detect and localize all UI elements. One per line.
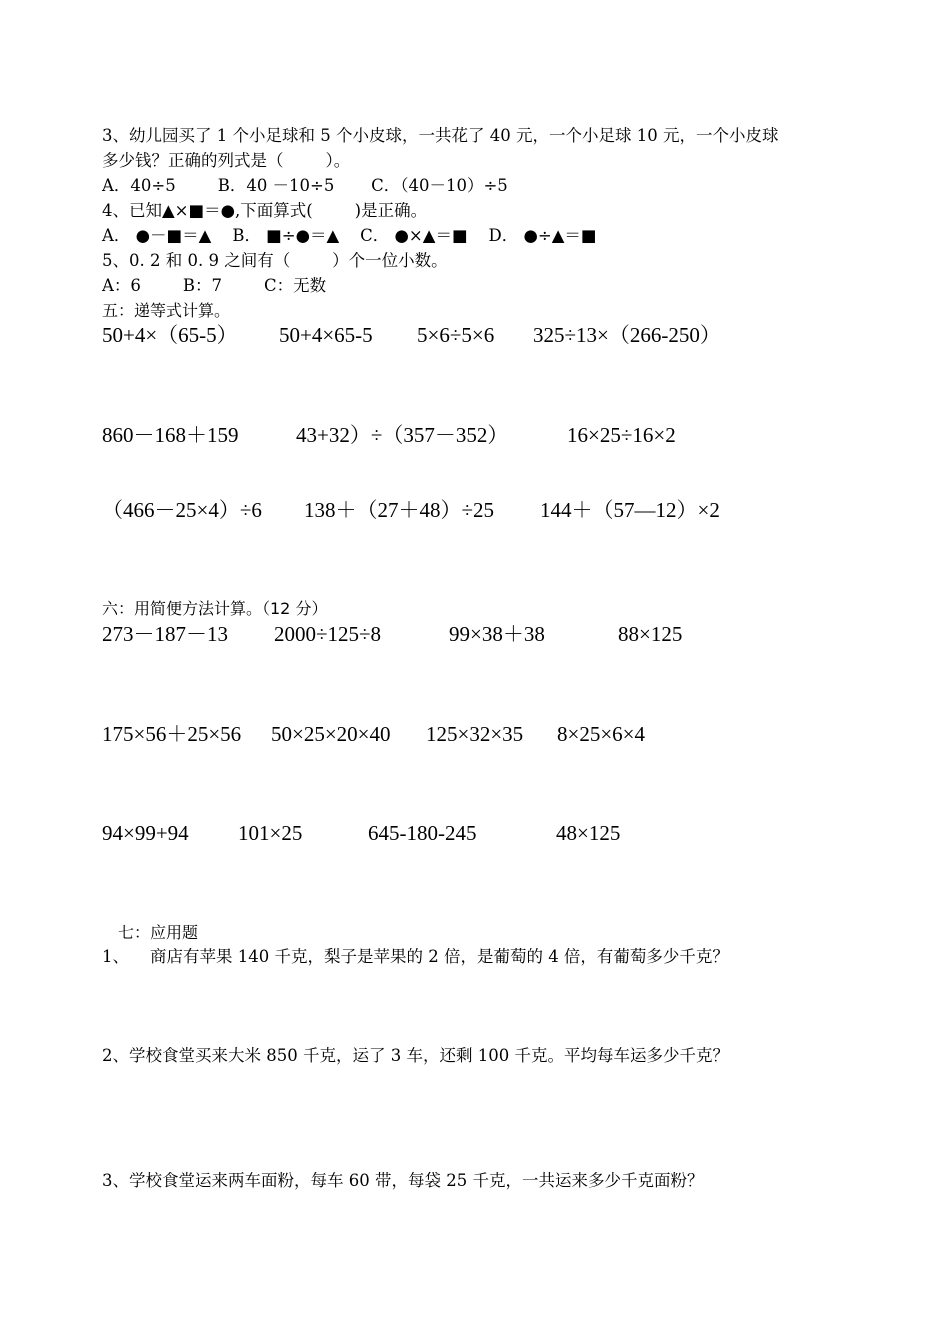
problem-1: 1、 商店有苹果 140 千克，梨子是苹果的 2 倍，是葡萄的 4 倍，有葡萄多少千克？	[102, 947, 729, 966]
section5-title: 五：递等式计算。	[102, 301, 231, 320]
calc-item: 99×38＋38	[449, 622, 545, 646]
calc-item: 645-180-245	[368, 821, 477, 845]
calc-item: 50+4×65-5	[279, 323, 373, 347]
calc-item: 325÷13×（266-250）	[533, 323, 721, 347]
calc-item: 50×25×20×40	[271, 722, 391, 746]
q4-line1: 4、已知▲×■＝●,下面算式( )是正确。	[102, 201, 428, 220]
calc-item: 101×25	[238, 821, 303, 845]
section7-title: 七：应用题	[118, 923, 199, 942]
q5-options: A：6 B：7 C：无数	[102, 276, 327, 295]
calc-item: 860－168＋159	[102, 423, 239, 447]
calc-item: 273－187－13	[102, 622, 228, 646]
section6-title: 六：用简便方法计算。（12 分）	[102, 599, 328, 618]
calc-item: 50+4×（65-5）	[102, 323, 238, 347]
calc-item: 94×99+94	[102, 821, 189, 845]
calc-item: 43+32）÷（357－352）	[296, 423, 509, 447]
q3-line1: 3、幼儿园买了 1 个小足球和 5 个小皮球，一共花了 40 元，一个小足球 10 元，一个小皮球	[102, 126, 779, 145]
calc-item: 16×25÷16×2	[567, 423, 676, 447]
calc-item: （466－25×4）÷6	[102, 498, 262, 522]
calc-item: 88×125	[618, 622, 683, 646]
calc-item: 48×125	[556, 821, 621, 845]
calc-item: 144＋（57—12）×2	[540, 498, 720, 522]
q3-line2: 多少钱？正确的列式是（ ）。	[102, 151, 351, 170]
calc-item: 5×6÷5×6	[417, 323, 495, 347]
calc-item: 175×56＋25×56	[102, 722, 242, 746]
q5-line1: 5、0. 2 和 0. 9 之间有（ ）个一位小数。	[102, 251, 448, 270]
problem-3: 3、学校食堂运来两车面粉，每车 60 带，每袋 25 千克，一共运来多少千克面粉？	[102, 1171, 704, 1190]
q4-options: A． ●－■＝▲ B． ■÷●＝▲ C． ●×▲＝■ D． ●÷▲＝■	[102, 226, 597, 245]
calc-item: 8×25×6×4	[557, 722, 646, 746]
calc-item: 2000÷125÷8	[274, 622, 382, 646]
problem-2: 2、学校食堂买来大米 850 千克，运了 3 车，还剩 100 千克。平均每车运多少千克？	[102, 1046, 729, 1065]
calc-item: 125×32×35	[426, 722, 524, 746]
q3-options: A．40÷5 B．40 －10÷5 C．（40－10）÷5	[102, 176, 508, 195]
calc-item: 138＋（27＋48）÷25	[304, 498, 495, 522]
